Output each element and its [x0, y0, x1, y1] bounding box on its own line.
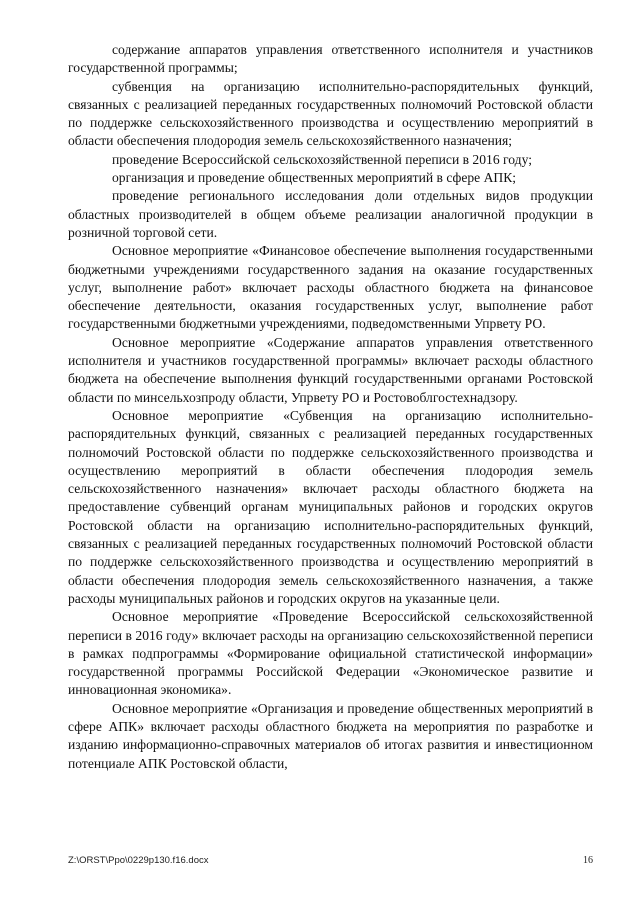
paragraph-financial-support: Основное мероприятие «Финансовое обеспечение выполнения государственными бюджетными учреждениями государственного задания на оказание государственных услуг, выполнение работ» включает расходы областного бюджета на финансовое обеспечение деятельности, оказания государственных услуг, выполнение работ государственными бюджетными учреждениями, подведомственными Упрвету РО. — [68, 243, 593, 332]
paragraph-subvention: Основное мероприятие «Субвенция на организацию исполнительно-распорядительных функций, связанных с реализацией переданных государственных полномочий Ростовской области по поддержке сельскохозяйственного производства и осуществлению мероприятий в области обеспечения плодородия земель сельскохозяйственного назначения» включает расходы областного бюджета на предоставление субвенций органам муниципальных районов и городских округов Ростовской области на организацию исполнительно-распорядительных функций, связанных с реализацией переданных государственных полномочий Ростовской области по поддержке сельскохозяйственного производства и осуществлению мероприятий в области обеспечения плодородия земель сельскохозяйственного назначения, а также расходы муниципальных районов и городских округов на указанные цели. — [68, 407, 593, 606]
paragraph-public-events: Основное мероприятие «Организация и проведение общественных мероприятий в сфере АПК» включает расходы областного бюджета на мероприятия по разработке и изданию информационно-справочных материалов об итогах развития и инвестиционном потенциале АПК Ростовской области, — [68, 700, 593, 771]
paragraph-bullet-events: организация и проведение общественных мероприятий в сфере АПК; — [112, 170, 517, 186]
page-number: 16 — [583, 855, 593, 866]
paragraph-census: Основное мероприятие «Проведение Всероссийской сельскохозяйственной переписи в 2016 году» включает расходы на организацию сельскохозяйственной переписи в рамках подпрограммы «Формирование официальной статистической информации» государственной программы Российской Федерации «Экономическое развитие и инновационная экономика». — [68, 609, 593, 698]
paragraph-bullet-subvention: субвенция на организацию исполнительно-распорядительных функций, связанных с реализацией переданных государственных полномочий Ростовской области по поддержке сельскохозяйственного производства и осуществлению мероприятий в области обеспечения плодородия земель сельскохозяйственного назначения; — [68, 78, 593, 149]
footer-file-path: Z:\ORST\Ppo\0229p130.f16.docx — [68, 855, 209, 866]
paragraph-bullet-research: проведение регионального исследования доли отдельных видов продукции областных производителей в общем объеме реализации аналогичной продукции в розничной торговой сети. — [68, 188, 593, 240]
paragraph-apparatus-maintenance: Основное мероприятие «Содержание аппаратов управления ответственного исполнителя и участников государственной программы» включает расходы областного бюджета на обеспечение выполнения функций государственными органами Ростовской области по минсельхозпроду области, Упрвету РО и Ростовоблгостехнадзору. — [68, 334, 593, 405]
document-body — [68, 41, 593, 773]
paragraph-bullet-apparatus: содержание аппаратов управления ответственного исполнителя и участников государственной программы; — [68, 42, 593, 76]
paragraph-bullet-census: проведение Всероссийской сельскохозяйственной переписи в 2016 году; — [112, 151, 532, 167]
